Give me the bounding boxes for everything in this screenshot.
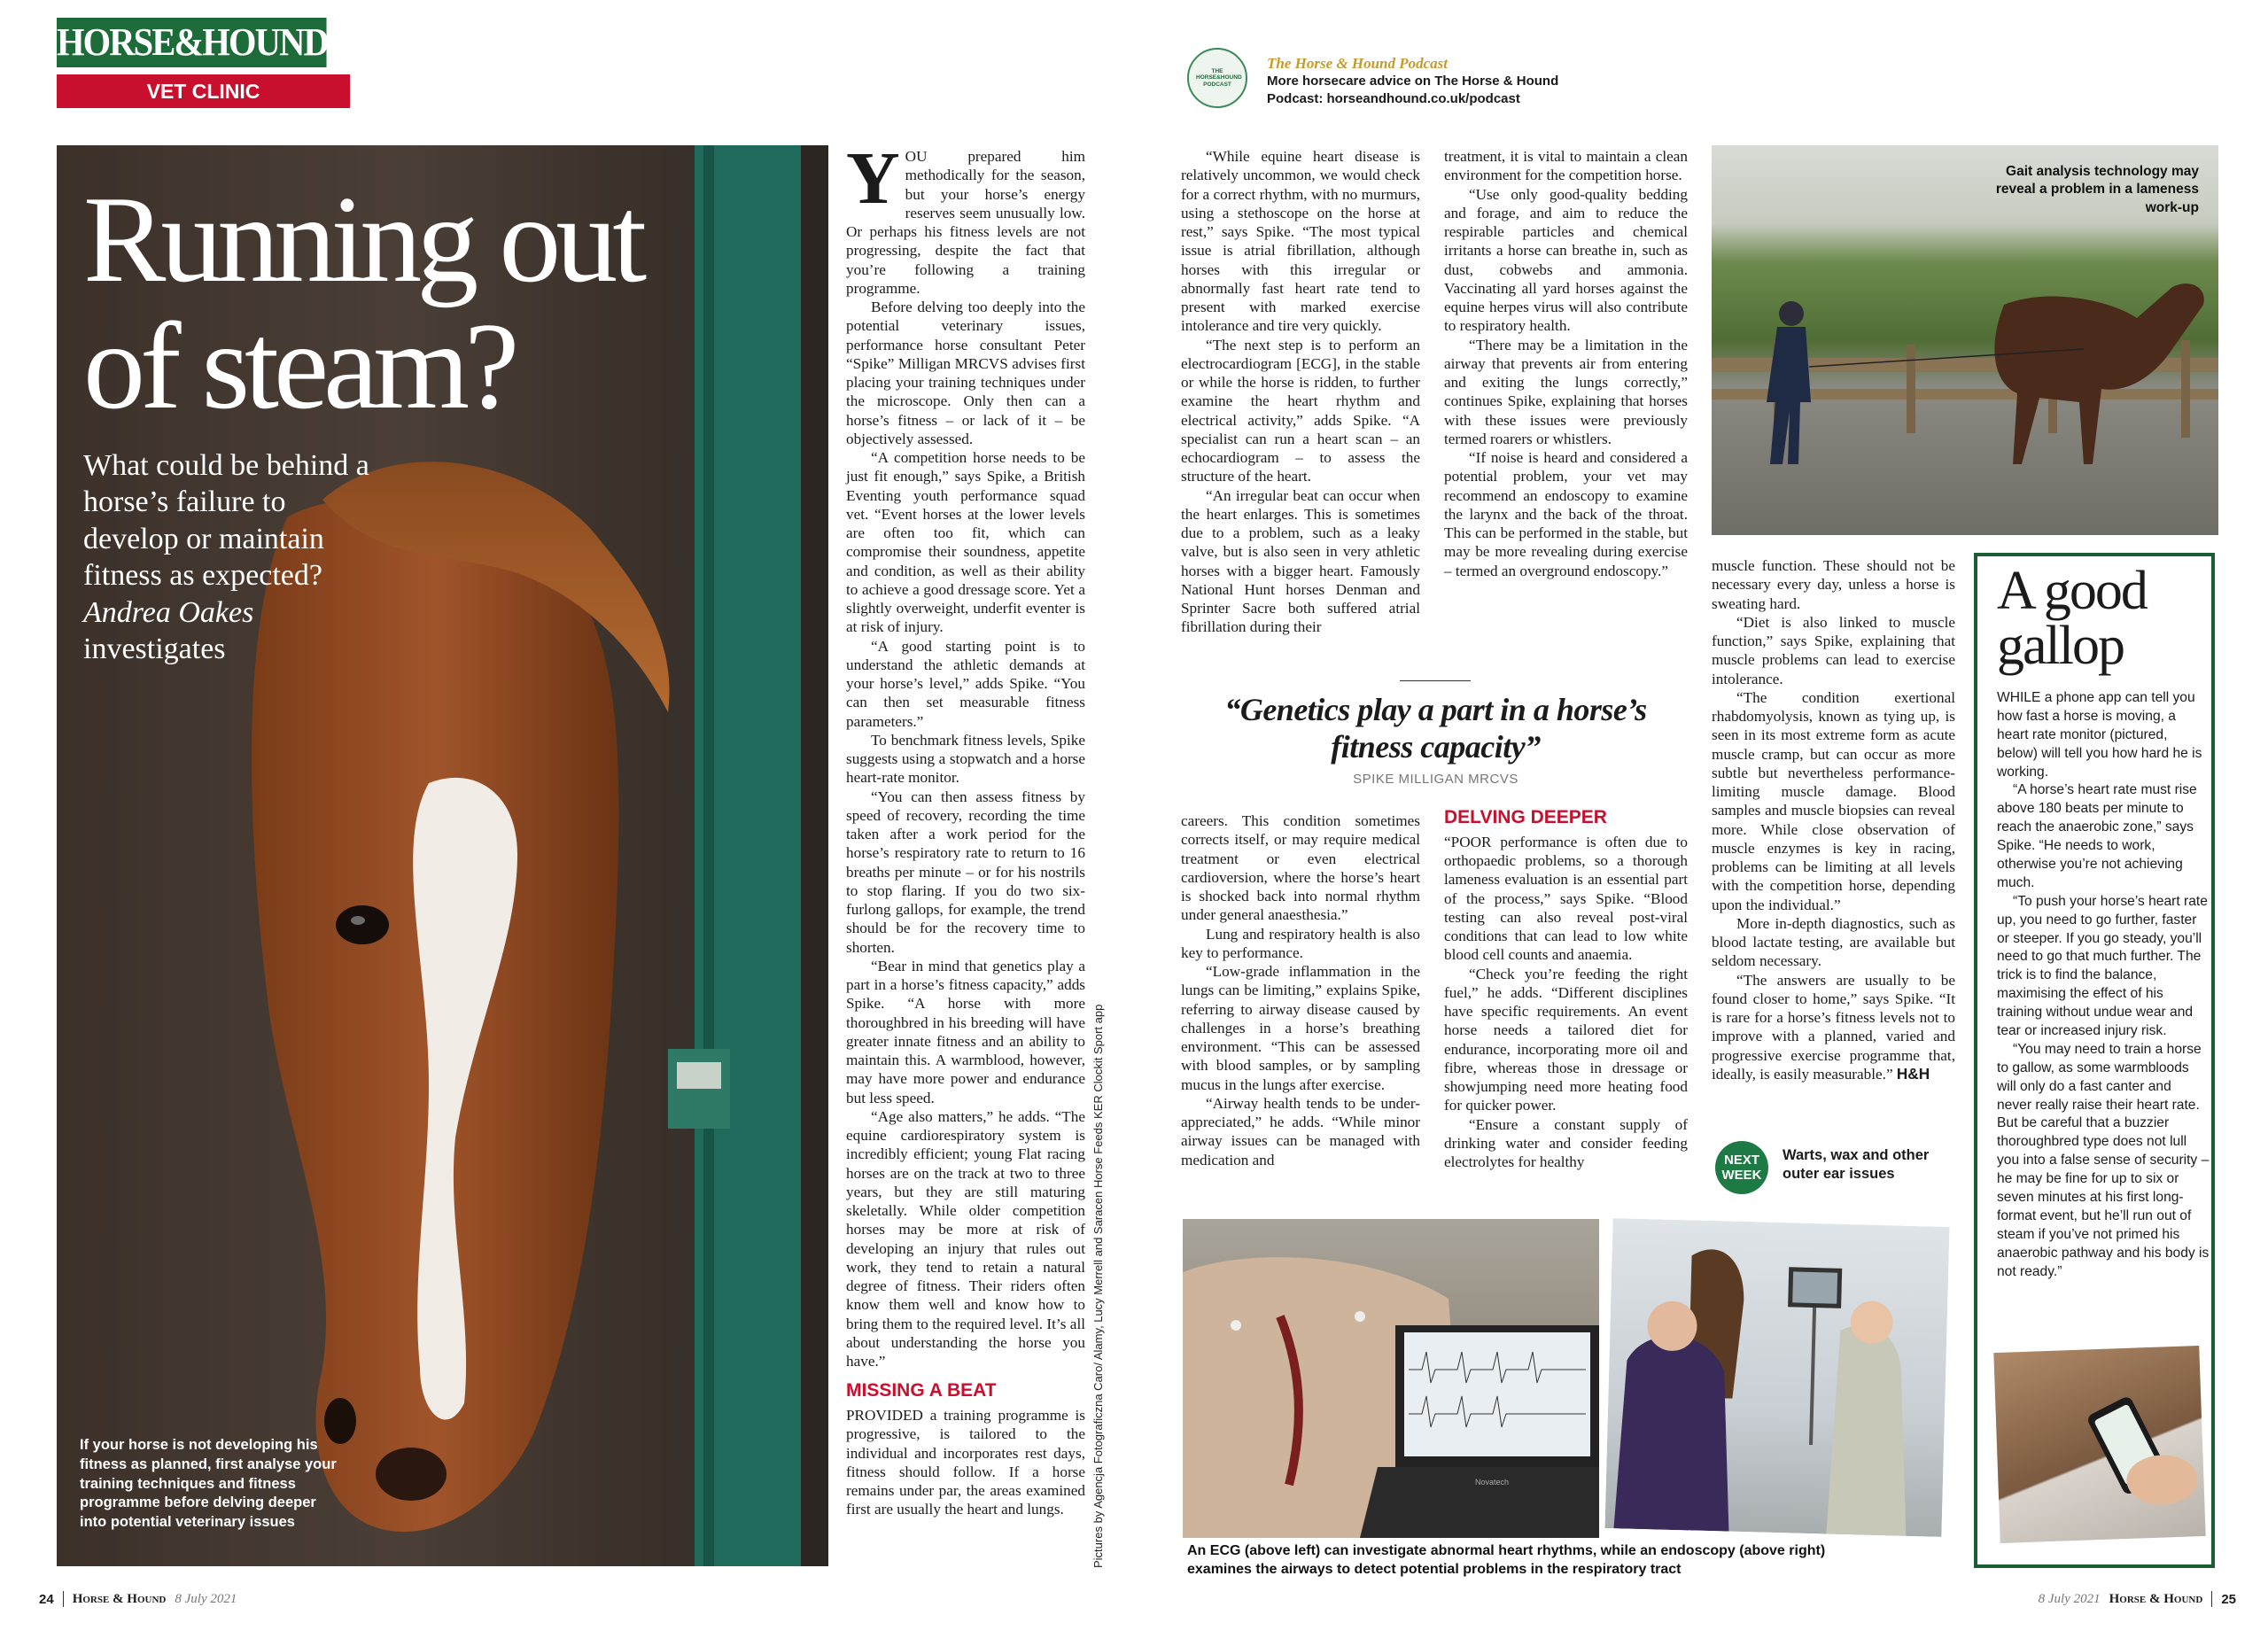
paragraph: careers. This condition sometimes corrects itself, or may require medical treatment or even electrical cardioversion, where the horse’s heart is shocked back into normal rhythm under general anaesthesia.”	[1181, 812, 1420, 924]
paragraph: “A horse’s heart rate must rise above 180 beats per minute to reach the anaerobic zone,” says Spike. “He needs to work, otherwise you’re not achieving much.	[1997, 782, 2197, 890]
paragraph: To benchmark fitness levels, Spike suggests using a stopwatch and a horse heart-rate monitor.	[846, 731, 1085, 787]
sidebar-title: A good gallop	[1997, 561, 2147, 676]
paragraph: “There may be a limitation in the airway that prevents air from entering and exiting the lungs correctly,” continues Spike, explaining that horses with these issues were previously termed roarers or whistlers.	[1444, 336, 1688, 447]
paragraph: muscle function. These should not be necessary every day, unless a horse is sweating hard.	[1712, 557, 1955, 612]
hero-caption: If your horse is not developing his fitness as planned, first analyse your training techniques and fitness programme before delving deeper into potential veterinary issues	[80, 1437, 337, 1531]
sidebar-body	[1997, 689, 2210, 1282]
drop-cap: Y	[846, 137, 900, 220]
standfirst-author: Andrea Oakes	[83, 595, 254, 629]
pullquote-text: “Genetics play a part in a horse’s fitness capacity”	[1224, 692, 1647, 765]
podcast-line-1: More horsecare advice on The Horse & Hound	[1267, 74, 1559, 89]
ecg-scene	[1183, 1219, 1599, 1538]
footer-date-left: 8 July 2021	[175, 1591, 237, 1606]
paragraph: “Airway health tends to be under-appreciated,” he adds. “While minor airway issues can be managed with medication and	[1181, 1094, 1420, 1168]
section-label: VET CLINIC	[57, 74, 350, 108]
footer-magazine-right: Horse & Hound	[2109, 1591, 2203, 1606]
paragraph: “Use only good-quality bedding and forage, and aim to reduce the respirable particles and chemical irritants a horse can breathe in, such as dust, cobwebs and ammonia. Vaccinating all yard horses against the equine herpes virus will also contribute to respiratory health.	[1444, 185, 1688, 335]
paragraph: “Check you’re feeding the right fuel,” he adds. “Different disciplines have specific requirements. An event horse needs a tailored diet for endurance, incorporating more oil and fibre, whereas those in dressage or showjumping need more heating food for quicker power.	[1444, 965, 1688, 1114]
paragraph: “Bear in mind that genetics play a part in a horse’s fitness capacity,” adds Spike. “A horse with more thoroughbred in his breeding will have greater innate fitness and an ability to maintain this. A warmblood, however, may have more power and endurance but less speed.	[846, 957, 1085, 1106]
paragraph: “A competition horse needs to be just fit enough,” says Spike, a British Eventing youth performance squad vet. “Event horses at the lower levels are often too fit, which can compromise their soundness, appetite and condition, as well as their ability to achieve a good dressage score. Yet a slightly overweight, underfit eventer is at risk of injury.	[846, 449, 1085, 636]
paragraph: “You may need to train a horse to gallow, as some warmbloods will only do a fast canter and never really raise their heart rate. But be careful that a buzzier thoroughbred type does not lull you into a false sense of security – he may be fine for up to six or seven minutes at his first long-format event, but he’ll run out of steam if you’ve not primed his anaerobic pathway and his body is not ready.”	[1997, 1041, 2210, 1279]
body-column-3-top	[1444, 147, 1688, 580]
paragraph: WHILE a phone app can tell you how fast a horse is moving, a heart rate monitor (pictured, below) will tell you how hard he is working.	[1997, 690, 2202, 780]
paragraph: “Low-grade inflammation in the lungs can be limiting,” explains Spike, referring to airway disease caused by challenges in a horse’s breathing environment. “This can be assessed with blood samples, or by sampling mucus in the lungs after exercise.	[1181, 963, 1420, 1093]
podcast-icon-text: THE HORSE&HOUND PODCAST	[1196, 68, 1242, 88]
endoscopy-scene	[1604, 1218, 1949, 1537]
pullquote	[1185, 691, 1686, 787]
phone-in-hand	[1993, 1346, 2205, 1543]
picture-credit: Pictures by Agencja Fotograficzna Caro/ Alamy, Lucy Merrell and Saracen Horse Feeds KER Clockit Sport app	[1091, 1004, 1105, 1568]
standfirst-text: What could be behind a horse’s failure to develop or maintain fitness as expected?	[83, 449, 369, 593]
page-number-left: 24	[39, 1591, 54, 1607]
paragraph: Before delving too deeply into the potential veterinary issues, performance horse consultant Peter “Spike” Milligan MRCVS advises first placing your training techniques under the microscope. Only then can a horse’s fitness – or lack of it – be objectively assessed.	[846, 299, 1085, 447]
pullquote-attribution: SPIKE MILLIGAN MRCVS	[1353, 771, 1518, 787]
next-week-text: Warts, wax and other outer ear issues	[1783, 1147, 1930, 1183]
body-column-3-bottom	[1444, 803, 1688, 1171]
footer-left	[39, 1591, 237, 1607]
footer-right	[2039, 1591, 2236, 1607]
laptop-brand-label: Novatech	[1475, 1478, 1510, 1487]
body-column-2-bottom	[1181, 811, 1420, 1169]
heart-rate-app-photo	[1993, 1346, 2205, 1543]
podcast-icon	[1187, 48, 1247, 108]
headline	[83, 171, 792, 435]
subheading-missing-a-beat: MISSING A BEAT	[846, 1380, 997, 1401]
ecg-photo	[1183, 1219, 1599, 1538]
footer-date-right: 8 July 2021	[2038, 1591, 2101, 1606]
paragraph: PROVIDED a training programme is progressive, is tailored to the individual and incorporates rest days, fitness should follow. If a horse remains under par, the areas examined first are usually the heart and lungs.	[846, 1407, 1085, 1518]
podcast-promo	[1267, 55, 1621, 107]
podcast-title: The Horse & Hound Podcast	[1267, 55, 1449, 72]
endoscopy-photo	[1599, 1213, 1954, 1542]
paragraph: “You can then assess fitness by speed of recovery, recording the time taken after a work period for the horse’s respiratory rate to return to 16 breaths per minute – or for his nostrils to stop flaring. If you do two six-furlong gallops, for example, the trend should be for the recovery time to shorten.	[846, 788, 1085, 956]
gait-caption: Gait analysis technology may reveal a problem in a lameness work-up	[1995, 164, 2199, 215]
paragraph: “Age also matters,” he adds. “The equine cardiorespiratory system is incredibly efficient; young Flat racing horses are on the track at two to three years, but they are still maturing skeletally. While older competition horses may be more at risk of developing an injury that rules out work, they tend to retain a natural degree of fitness. Their riders often know them well and know how to bring them to the required level. It’s all about understanding the horse you have.”	[846, 1107, 1085, 1370]
paragraph: “If noise is heard and considered a potential problem, your vet may recommend an endoscopy to examine the larynx and the back of the throat. This can be performed in the stable, but may be more revealing during exercise – termed an overground endoscopy.”	[1444, 449, 1688, 579]
paragraph: “An irregular beat can occur when the heart enlarges. This is sometimes due to a problem, such as a leaky valve, but is also seen in very athletic horses with a bigger heart. Famously National Hunt horses Denman and Sprinter Sacre both suffered atrial fibrillation during their	[1181, 486, 1420, 636]
footer-magazine-left: Horse & Hound	[72, 1591, 167, 1606]
paragraph: “POOR performance is often due to orthopaedic problems, so a thorough lameness evaluation is an essential part of the process,” says Spike. “Blood testing can also reveal post-viral conditions that can lead to low white blood cell counts and anaemia.	[1444, 833, 1688, 964]
paragraph: “The condition exertional rhabdomyolysis, known as tying up, is seen in its most extreme form as acute muscle cramp, but can occur as more subtle but nevertheless performance-limiting muscle damage. Blood samples and muscle biopsies can reveal more. While close observation of muscle enzymes is key in racing, problems can be limiting at all levels with the competition horse, depending upon the individual.”	[1712, 688, 1955, 913]
standfirst	[83, 447, 384, 668]
pullquote-rule	[1400, 680, 1471, 681]
paragraph: “To push your horse’s heart rate up, you need to go further, faster or steeper. If you go steady, you’ll need to go that much further. The trick is to find the balance, maximising the effect of his training without undue wear and tear or increased injury risk.	[1997, 893, 2208, 1039]
paragraph: “Ensure a constant supply of drinking water and consider feeding electrolytes for healthy	[1444, 1115, 1688, 1171]
subheading-delving-deeper: DELVING DEEPER	[1444, 807, 1607, 827]
paragraph: Lung and respiratory health is also key to performance.	[1181, 925, 1420, 961]
next-week-badge: NEXT WEEK	[1715, 1141, 1768, 1194]
paragraph: “A good starting point is to understand the athletic demands at your horse’s level,” adds Spike. “You can then set measurable fitness parameters.”	[846, 637, 1085, 730]
paragraph: “The answers are usually to be found closer to home,” says Spike. “It is rare for a horse’s fitness levels not to improve with a planned, varied and progressive exercise programme that, ideally, is easily measurable.” H&H	[1712, 971, 1955, 1083]
brand-logo: HORSE&HOUND	[57, 18, 327, 67]
headline-line-2: of steam?	[83, 297, 515, 435]
paragraph: More in-depth diagnostics, such as blood lactate testing, are available but seldom necessary.	[1712, 914, 1955, 970]
sidebar-box	[1974, 553, 2215, 1568]
sign-off: H&H	[1896, 1064, 1930, 1083]
body-column-4	[1712, 556, 1955, 1083]
paragraph: “Diet is also linked to muscle function,” says Spike, explaining that muscle problems can lead to exercise intolerance.	[1712, 613, 1955, 687]
bottom-caption: An ECG (above left) can investigate abnormal heart rhythms, while an endoscopy (above right) examines the airways to detect potential problems in the respiratory tract	[1187, 1543, 1826, 1578]
body-column-2-top	[1181, 147, 1420, 637]
headline-line-1: Running out	[83, 171, 642, 308]
page-number-right: 25	[2221, 1591, 2236, 1607]
podcast-link[interactable]: Podcast: horseandhound.co.uk/podcast	[1267, 90, 1520, 106]
paragraph: “The next step is to perform an electrocardiogram [ECG], in the stable or while the horse is ridden, to further examine the heart rhythm and electrical activity,” adds Spike. “A specialist can run a heart scan – an echocardiogram – to assess the structure of the heart.	[1181, 336, 1420, 485]
body-column-1	[846, 137, 1085, 1519]
paragraph: “While equine heart disease is relatively uncommon, we would check for a correct rhythm, with no murmurs, using a stethoscope on the horse at rest,” says Spike. “The most typical issue is atrial fibrillation, although horses with this irregular or abnormally fast heart rate tend to present with marked exercise intolerance and tire very quickly.	[1181, 148, 1420, 335]
standfirst-tail: investigates	[83, 633, 226, 666]
paragraph: treatment, it is vital to maintain a clean environment for the competition horse.	[1444, 148, 1688, 184]
opening-paragraph: YOU prepared him methodically for the season, but your horse’s energy reserves seem unusually low. Or perhaps his fitness levels are not progressing, despite the fact that you’re following a training programme.	[846, 137, 1085, 297]
